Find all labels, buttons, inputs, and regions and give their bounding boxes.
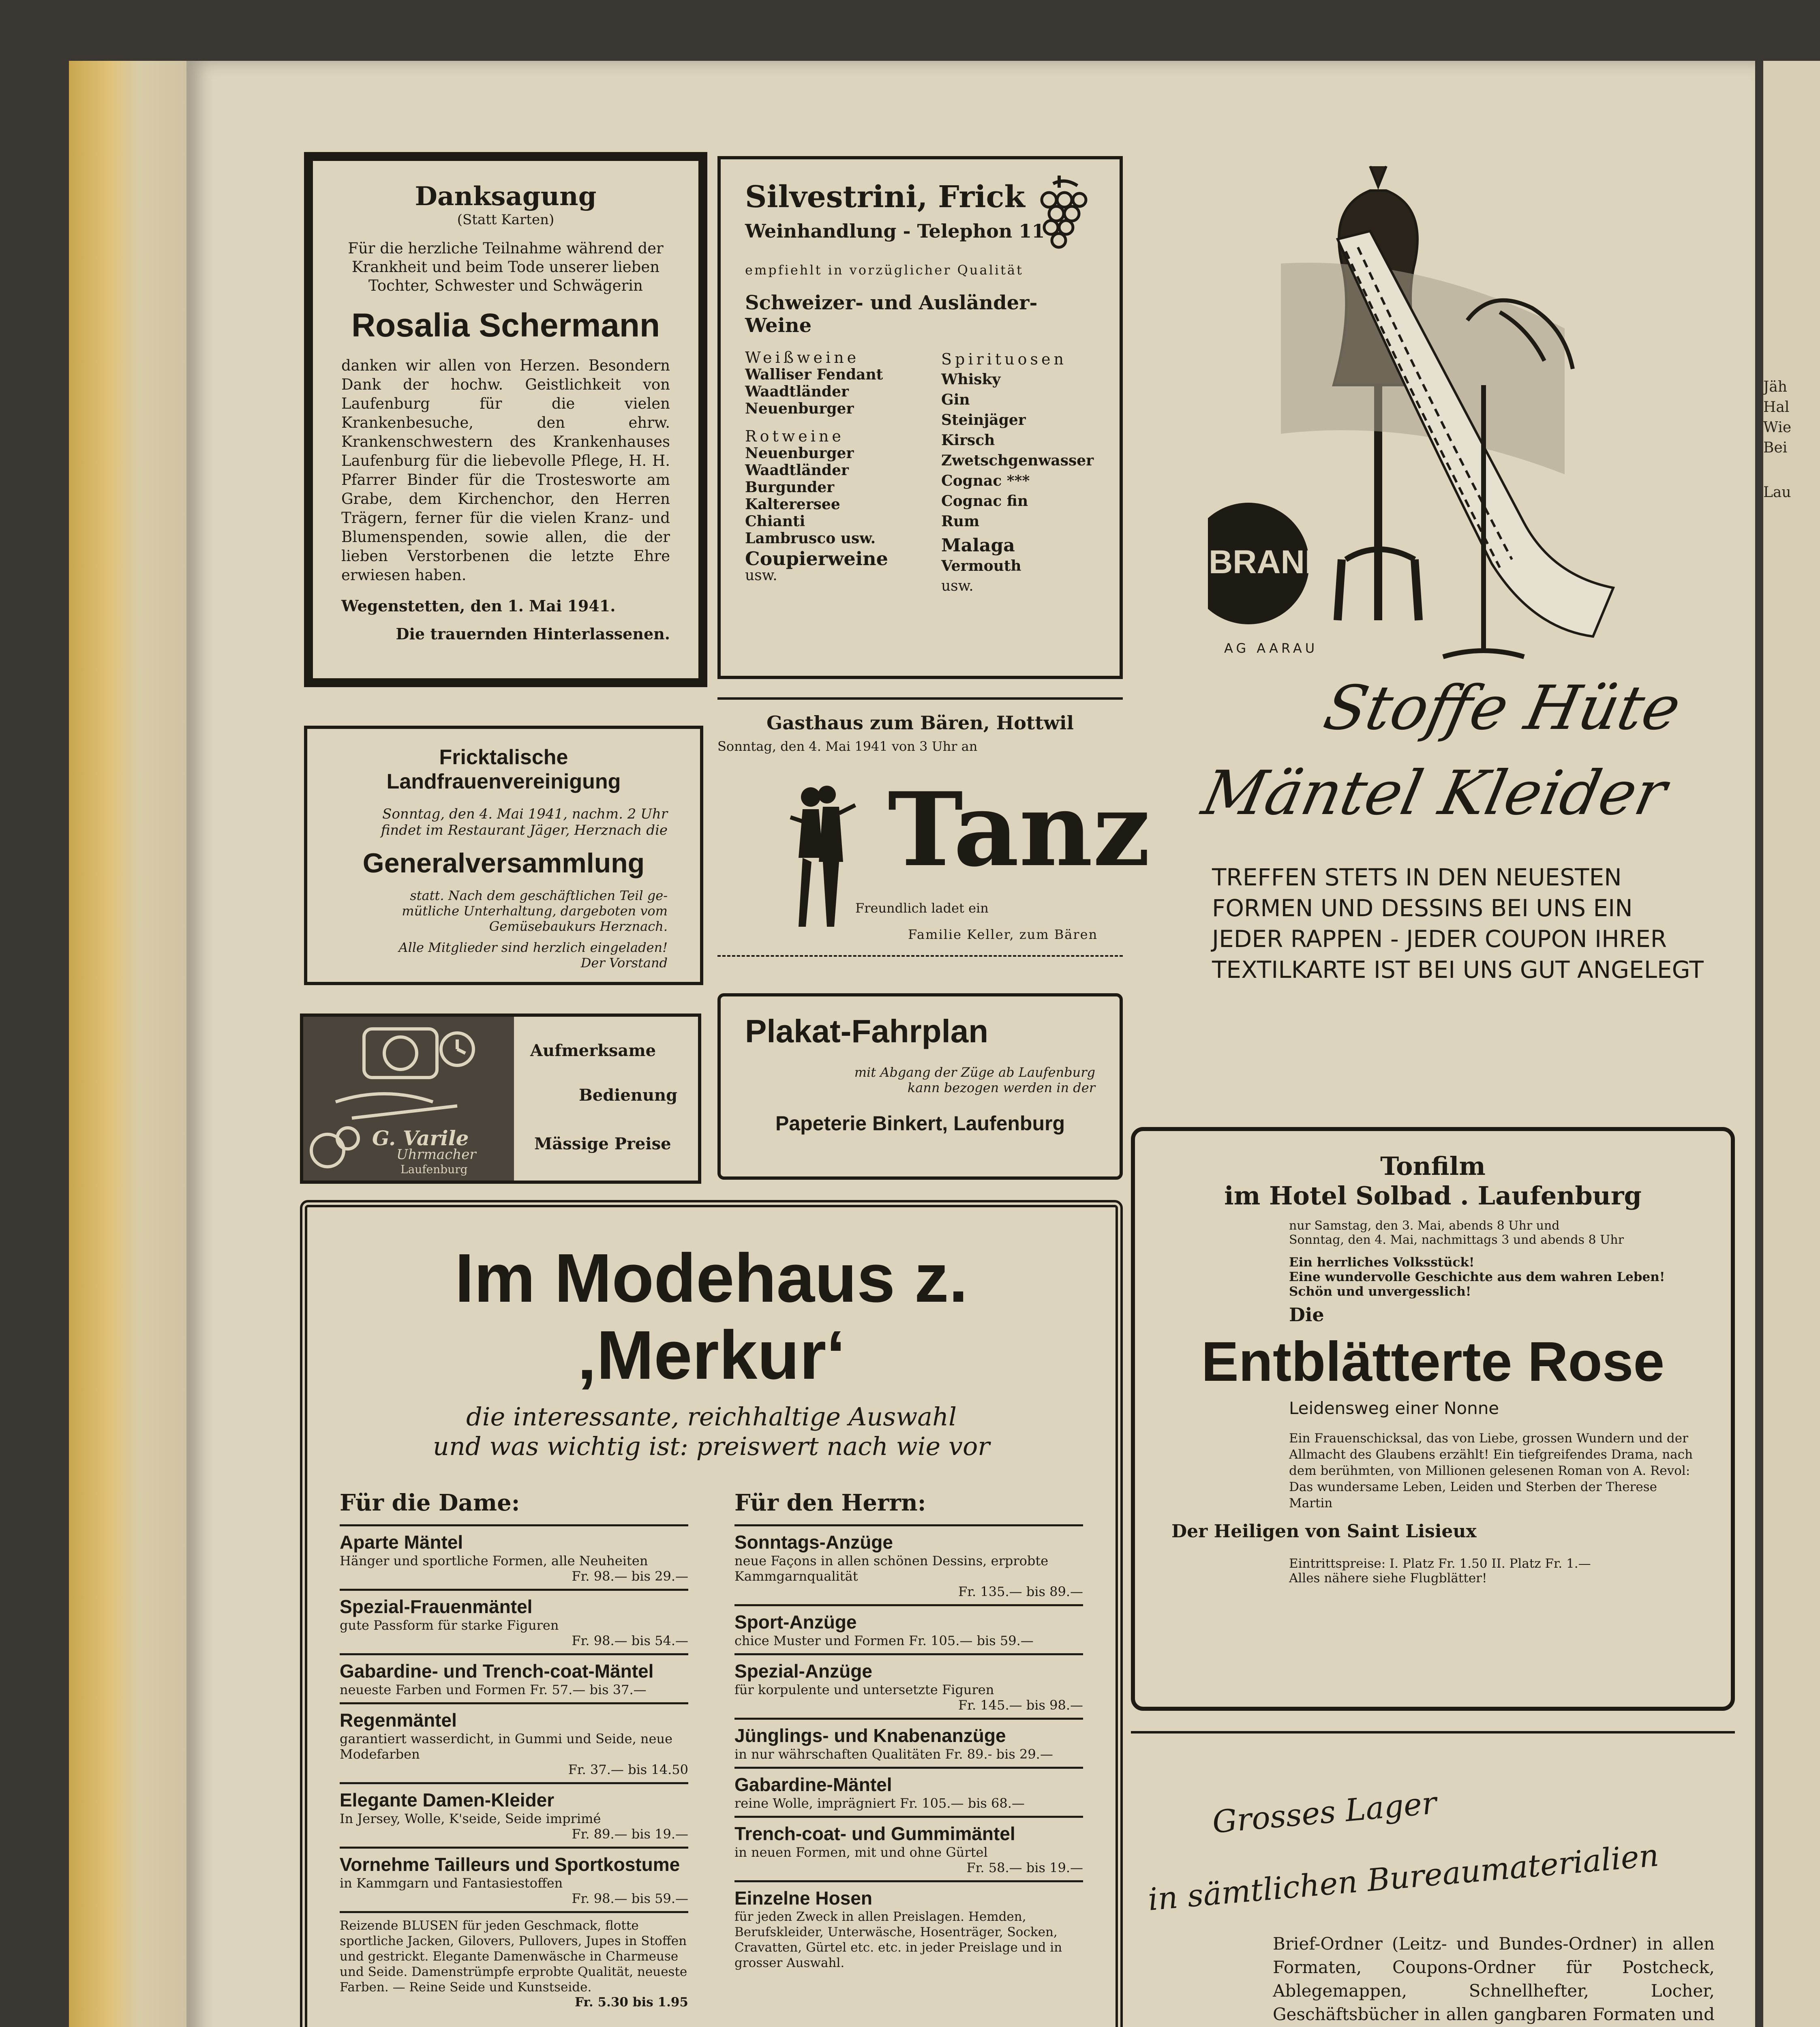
wine-item: Kirsch bbox=[941, 432, 995, 449]
wine-heading: Schweizer- und Ausländer-Weine bbox=[745, 291, 1038, 337]
merkur-item-title: Aparte Mäntel bbox=[340, 1532, 463, 1553]
merkur-item-desc: für korpulente und untersetzte Figuren bbox=[734, 1682, 994, 1697]
wine-item: Lambrusco usw. bbox=[745, 530, 876, 547]
tonfilm-title-2: im Hotel Solbad . Laufenburg bbox=[1224, 1181, 1642, 1211]
baeren-fam: Familie Keller, zum Bären bbox=[908, 927, 1098, 942]
merkur-item-desc: in Kammgarn und Fantasiestoffen bbox=[340, 1875, 563, 1891]
wine-item: Steinjäger bbox=[941, 411, 1026, 429]
merkur-ad bbox=[300, 1200, 1123, 2027]
merkur-item-price: Fr. 37.— bis 14.50 bbox=[568, 1762, 688, 1777]
merkur-item bbox=[734, 1767, 1083, 1816]
wine-item: Zwetschgenwasser bbox=[941, 452, 1094, 469]
merkur-blusen-text: Reizende BLUSEN für jeden Geschmack, flotte sportliche Jacken, Gilovers, Pullovers, Jupes in Stoffen und gestrickt. Elegante Damenwäsche in Charmeuse und Seide. Damenstrümpfe erprobte Qualität, neueste Farben. — Reine Seide und Kunstseide. bbox=[340, 1918, 687, 1995]
merkur-item-desc: garantiert wasserdicht, in Gummi und Seide, neue Modefarben bbox=[340, 1731, 673, 1762]
merkur-item-price: Fr. 58.— bis 19.— bbox=[966, 1860, 1083, 1875]
wine-col1-head1: Weißweine bbox=[745, 349, 860, 366]
wine-title: Silvestrini, Frick bbox=[745, 180, 1025, 214]
wine-item: Gin bbox=[941, 391, 970, 408]
baeren-ad bbox=[717, 697, 1150, 965]
merkur-item bbox=[734, 1524, 1083, 1604]
brann-line-3: JEDER RAPPEN - JEDER COUPON IHRER bbox=[1212, 925, 1667, 953]
merkur-item bbox=[340, 1653, 688, 1702]
brann-sub: AG AARAU bbox=[1224, 641, 1318, 656]
tonfilm-sub: Leidensweg einer Nonne bbox=[1289, 1398, 1499, 1418]
landfrauen-line: mütliche Unterhaltung, dargeboten vom bbox=[402, 903, 668, 919]
landfrauen-line: Sonntag, den 4. Mai 1941, nachm. 2 Uhr bbox=[382, 806, 668, 822]
buero-para: Brief-Ordner (Leitz- und Bundes-Ordner) in allen Formaten, Coupons-Ordner für Postcheck, Ablegemappen, Schnellhefter, Locher, Geschäftsbücher in allen gangbaren Formaten und bbox=[1273, 1934, 1715, 2024]
merkur-blusen bbox=[340, 1911, 688, 2014]
wine-malaga: Malaga bbox=[941, 535, 1015, 556]
merkur-item-desc: in nur währschaften Qualitäten Fr. 89.- bis 29.— bbox=[734, 1746, 1053, 1762]
buero-script-2: in sämtlichen Bureaumaterialien bbox=[1146, 1837, 1660, 1918]
wine-tagline: empfiehlt in vorzüglicher Qualität bbox=[745, 262, 1023, 278]
brann-script-2: Mäntel Kleider bbox=[1196, 758, 1673, 829]
danksagung-title: Danksagung bbox=[415, 181, 597, 212]
brann-line-1: TREFFEN STETS IN DEN NEUESTEN bbox=[1212, 864, 1622, 891]
baeren-title: Gasthaus zum Bären, Hottwil bbox=[767, 712, 1074, 734]
merkur-item-price: Fr. 89.— bis 19.— bbox=[572, 1826, 688, 1842]
book-edge bbox=[69, 61, 186, 2027]
brann-line-4: TEXTILKARTE IST BEI UNS GUT ANGELEGT bbox=[1212, 956, 1704, 984]
tonfilm-blurb: Ein herrliches Volksstück! bbox=[1289, 1255, 1475, 1270]
danksagung-name: Rosalia Schermann bbox=[351, 307, 660, 344]
tonfilm-date: Sonntag, den 4. Mai, nachmittags 3 und abends 8 Uhr bbox=[1289, 1233, 1624, 1247]
merkur-item bbox=[734, 1604, 1083, 1653]
merkur-item-desc: für jeden Zweck in allen Preislagen. Hemden, Berufskleider, Unterwäsche, Hosenträger, Socken, Cravatten, Gürtel etc. etc. in jeder Preislage und in grosser Auswahl. bbox=[734, 1909, 1062, 1970]
merkur-item-title: Spezial-Anzüge bbox=[734, 1661, 872, 1682]
wine-item: Whisky bbox=[941, 371, 1001, 388]
brann-logo: BRANN bbox=[1208, 544, 1329, 581]
wine-phone: Weinhandlung - Telephon 11 bbox=[745, 220, 1045, 242]
grapes-icon bbox=[1029, 171, 1090, 257]
plakat-ad bbox=[717, 993, 1123, 1180]
merkur-herr-col bbox=[734, 1489, 1083, 2014]
wine-item: Waadtländer bbox=[745, 462, 849, 479]
merkur-item-desc: reine Wolle, imprägniert Fr. 105.— bis 68.— bbox=[734, 1796, 1025, 1811]
wine-col1-end: usw. bbox=[745, 567, 777, 584]
danksagung-place: Wegenstetten, den 1. Mai 1941. bbox=[341, 597, 616, 615]
tonfilm-die: Die bbox=[1289, 1304, 1324, 1326]
varile-logo-1: G. Varile bbox=[372, 1126, 469, 1150]
merkur-item-title: Sonntags-Anzüge bbox=[734, 1532, 893, 1553]
merkur-item-title: Sport-Anzüge bbox=[734, 1611, 857, 1633]
landfrauen-line: statt. Nach dem geschäftlichen Teil ge- bbox=[410, 888, 668, 903]
landfrauen-title: Fricktalische Landfrauenvereinigung bbox=[386, 746, 621, 793]
merkur-item-desc: In Jersey, Wolle, K'seide, Seide imprimé bbox=[340, 1811, 601, 1826]
wine-item: Cognac *** bbox=[941, 472, 1030, 489]
brann-line-2: FORMEN UND DESSINS BEI UNS EIN bbox=[1212, 894, 1633, 922]
varile-line-3: Mässige Preise bbox=[534, 1134, 671, 1153]
varile-logo-2: Uhrmacher bbox=[396, 1146, 476, 1163]
divider bbox=[717, 955, 1123, 957]
merkur-sub: und was wichtig ist: preiswert nach wie vor bbox=[433, 1431, 990, 1461]
merkur-item-price: Fr. 98.— bis 29.— bbox=[572, 1568, 688, 1584]
tonfilm-blurb: Schön und unvergesslich! bbox=[1289, 1284, 1471, 1299]
tonfilm-para: Ein Frauenschicksal, das von Liebe, grossen Wundern und der Allmacht des Glaubens erzählt! Ein tiefgreifendes Drama, nach dem berühmten, von Millionen gelesenen Roman von A. Revol: Das wundersame Leben, Leiden und Sterben der Therese Martin bbox=[1289, 1431, 1693, 1511]
merkur-item-desc: neue Façons in allen schönen Dessins, erprobte Kammgarnqualität bbox=[734, 1553, 1049, 1584]
merkur-item bbox=[340, 1847, 688, 1911]
merkur-item-price: Fr. 135.— bis 89.— bbox=[958, 1584, 1083, 1599]
tonfilm-price: Eintrittspreise: I. Platz Fr. 1.50 II. Platz Fr. 1.— bbox=[1289, 1556, 1591, 1571]
varile-line-1: Aufmerksame bbox=[530, 1041, 656, 1060]
merkur-item-price: Fr. 98.— bis 59.— bbox=[572, 1891, 688, 1906]
plakat-line: mit Abgang der Züge ab Laufenburg bbox=[854, 1065, 1095, 1080]
merkur-item-desc: neueste Farben und Formen Fr. 57.— bis 37.— bbox=[340, 1682, 647, 1697]
merkur-herr: Für den Herrn: bbox=[734, 1489, 926, 1516]
danksagung-sign: Die trauernden Hinterlassenen. bbox=[396, 625, 670, 643]
merkur-item-desc: gute Passform für starke Figuren bbox=[340, 1618, 559, 1633]
varile-ad bbox=[300, 1014, 701, 1184]
landfrauen-ad bbox=[304, 726, 703, 985]
wine-item: Kalterersee bbox=[745, 496, 840, 513]
tonfilm-title-1: Tonfilm bbox=[1380, 1151, 1486, 1181]
merkur-item-desc: chice Muster und Formen Fr. 105.— bis 59.— bbox=[734, 1633, 1034, 1648]
tonfilm-note: Alles nähere siehe Flugblätter! bbox=[1289, 1571, 1487, 1586]
merkur-item-title: Gabardine-Mäntel bbox=[734, 1774, 892, 1795]
merkur-item bbox=[734, 1653, 1083, 1718]
merkur-item-title: Einzelne Hosen bbox=[734, 1888, 872, 1909]
wine-col2 bbox=[941, 349, 1095, 596]
plakat-sign: Papeterie Binkert, Laufenburg bbox=[775, 1112, 1065, 1135]
brann-script-1: Stoffe Hüte bbox=[1318, 673, 1687, 744]
adjacent-page-strip: Jäh Hal Wie Bei Lau bbox=[1763, 61, 1820, 2027]
merkur-title: Im Modehaus z. ‚Merkur‘ bbox=[455, 1240, 968, 1394]
baeren-big: Tanz bbox=[888, 770, 1150, 889]
wine-vermouth: Vermouth bbox=[941, 557, 1021, 574]
merkur-item-title: Spezial-Frauenmäntel bbox=[340, 1596, 533, 1617]
wine-item: Burgunder bbox=[745, 479, 835, 496]
merkur-item bbox=[340, 1782, 688, 1847]
wine-item: Cognac fin bbox=[941, 493, 1028, 510]
wine-item: Walliser Fendant bbox=[745, 366, 883, 383]
buero-ad bbox=[1131, 1731, 1735, 2027]
merkur-item bbox=[734, 1816, 1083, 1880]
plakat-line: kann bezogen werden in der bbox=[907, 1080, 1095, 1095]
wine-item: Neuenburger bbox=[745, 445, 854, 462]
merkur-item-title: Gabardine- und Trench-coat-Mäntel bbox=[340, 1661, 654, 1682]
merkur-item bbox=[734, 1718, 1083, 1767]
merkur-item-price: Fr. 145.— bis 98.— bbox=[958, 1697, 1083, 1713]
merkur-item bbox=[340, 1702, 688, 1782]
landfrauen-sign: Der Vorstand bbox=[580, 955, 668, 971]
merkur-item-title: Vornehme Tailleurs und Sportkostume bbox=[340, 1854, 680, 1875]
danksagung-body: danken wir allen von Herzen. Besondern Dank der hochw. Geistlichkeit von Laufenburg für die vielen Krankenbesuche, den ehrw. Krankenschwestern des Krankenhauses Laufenburg für die liebevolle Pflege, H. H. Pfarrer Binder für die Trostesworte am Grabe, dem Kirchenchor, den Herren Trägern, ferner für die vielen Kranz- und Blumenspenden, sowie allen, die der lieben Verstorbenen die letzte Ehre erwiesen haben. bbox=[341, 357, 670, 584]
merkur-item-title: Trench-coat- und Gummimäntel bbox=[734, 1823, 1015, 1844]
tonfilm-heilige: Der Heiligen von Saint Lisieux bbox=[1171, 1521, 1477, 1542]
wine-item: Rum bbox=[941, 513, 980, 530]
wine-col1 bbox=[745, 349, 919, 596]
wine-ad bbox=[717, 156, 1123, 679]
danksagung-ad bbox=[304, 152, 707, 687]
merkur-item bbox=[340, 1589, 688, 1653]
merkur-dame-col bbox=[340, 1489, 688, 2014]
merkur-item-price: Fr. 98.— bis 54.— bbox=[572, 1633, 688, 1648]
wine-col1-head2: Rotweine bbox=[745, 427, 844, 445]
baeren-inv: Freundlich ladet ein bbox=[855, 900, 989, 916]
merkur-sub: die interessante, reichhaltige Auswahl bbox=[466, 1402, 957, 1431]
baeren-date: Sonntag, den 4. Mai 1941 von 3 Uhr an bbox=[717, 739, 978, 754]
landfrauen-line: Alle Mitglieder sind herzlich eingeladen! bbox=[398, 940, 668, 955]
wine-item: Neuenburger bbox=[745, 400, 854, 417]
wine-item: Waadtländer bbox=[745, 383, 849, 400]
merkur-item-title: Regenmäntel bbox=[340, 1710, 457, 1731]
merkur-item-desc: Hänger und sportliche Formen, alle Neuheiten bbox=[340, 1553, 648, 1568]
landfrauen-line: Gemüsebaukurs Herznach. bbox=[489, 919, 668, 934]
wine-coupier: Coupierweine bbox=[745, 548, 888, 570]
merkur-dame: Für die Dame: bbox=[340, 1489, 520, 1516]
landfrauen-line: findet im Restaurant Jäger, Herznach die bbox=[381, 822, 668, 838]
wine-col2-end: usw. bbox=[941, 578, 974, 594]
buero-script-1: Grosses Lager bbox=[1211, 1784, 1438, 1841]
merkur-hosen bbox=[734, 1880, 1083, 1976]
merkur-blusen-price: Fr. 5.30 bis 1.95 bbox=[574, 1995, 688, 2010]
tonfilm-ad bbox=[1131, 1127, 1735, 1711]
wine-col2-head: Spirituosen bbox=[941, 350, 1067, 368]
dancing-couple-icon bbox=[774, 781, 863, 935]
plakat-title: Plakat-Fahrplan bbox=[745, 1013, 989, 1049]
danksagung-subtitle: (Statt Karten) bbox=[457, 212, 555, 228]
varile-line-2: Bedienung bbox=[579, 1086, 678, 1105]
tonfilm-date: nur Samstag, den 3. Mai, abends 8 Uhr und bbox=[1289, 1219, 1560, 1233]
danksagung-intro: Für die herzliche Teilnahme während der Krankheit und beim Tode unserer lieben Tochter, Schwester und Schwägerin bbox=[348, 240, 664, 294]
varile-logo-3: Laufenburg bbox=[400, 1163, 468, 1176]
wine-item: Chianti bbox=[745, 513, 805, 530]
tonfilm-big: Entblätterte Rose bbox=[1201, 1331, 1665, 1393]
merkur-item-title: Elegante Damen-Kleider bbox=[340, 1789, 555, 1811]
tonfilm-blurb: Eine wundervolle Geschichte aus dem wahren Leben! bbox=[1289, 1270, 1665, 1284]
merkur-item bbox=[340, 1524, 688, 1589]
merkur-item-desc: in neuen Formen, mit und ohne Gürtel bbox=[734, 1845, 988, 1860]
merkur-item-title: Jünglings- und Knabenanzüge bbox=[734, 1725, 1006, 1746]
brann-ad bbox=[1131, 150, 1747, 1119]
landfrauen-big: Generalversammlung bbox=[362, 848, 645, 879]
